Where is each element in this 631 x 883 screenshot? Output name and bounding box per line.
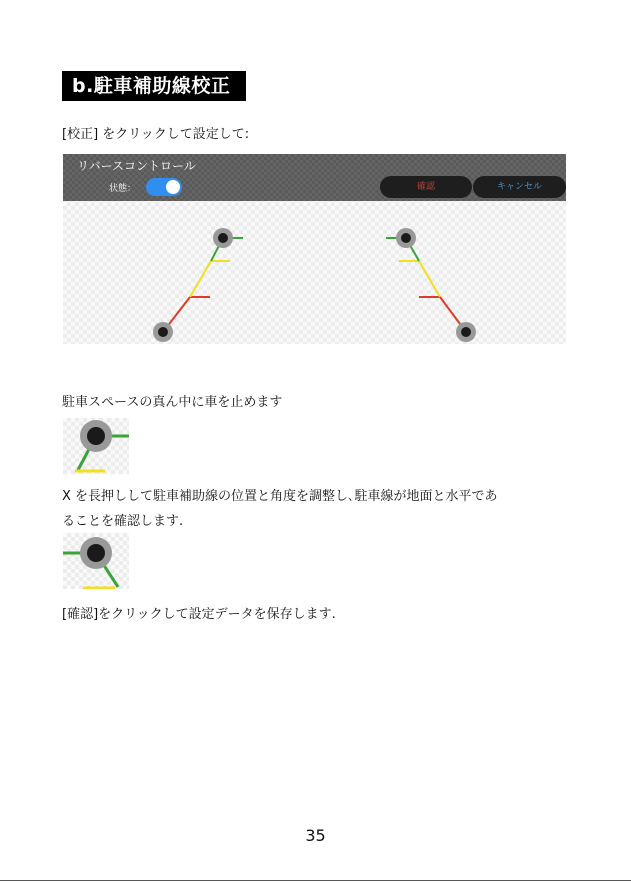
screen-title: リバースコントロール — [77, 159, 196, 173]
step2-text-line1: X を長押しして駐車補助線の位置と角度を調整し､駐車線が地面と水平であ — [62, 489, 498, 504]
calibration-screen — [63, 154, 566, 344]
page-number: 35 — [305, 826, 326, 845]
left-guide-line — [163, 238, 243, 332]
handle-zoom-illustration-2 — [63, 533, 129, 589]
handle-zoom-illustration-1 — [63, 418, 129, 474]
status-label: 状態： — [109, 184, 137, 194]
step2-text-line2: ることを確認します. — [62, 514, 184, 529]
handle-zoom-thumbnail-2 — [63, 533, 129, 589]
left-bottom-handle[interactable] — [153, 322, 173, 342]
section-title: b.駐車補助線校正 — [62, 71, 246, 101]
intro-text: [校正] をクリックして設定して: — [62, 127, 250, 142]
step3-text: [確認]をクリックして設定データを保存します. — [62, 607, 336, 622]
cancel-button[interactable]: キャンセル — [473, 176, 566, 198]
step1-text: 駐車スペースの真ん中に車を止めます — [62, 395, 283, 410]
right-top-handle[interactable] — [396, 228, 416, 248]
parking-guide-lines — [63, 154, 566, 344]
right-bottom-handle[interactable] — [456, 322, 476, 342]
footer-rule — [0, 880, 631, 881]
right-guide-line — [386, 238, 466, 332]
confirm-button[interactable]: 確認 — [380, 176, 472, 198]
handle-zoom-thumbnail-1 — [63, 418, 129, 474]
left-top-handle[interactable] — [213, 228, 233, 248]
